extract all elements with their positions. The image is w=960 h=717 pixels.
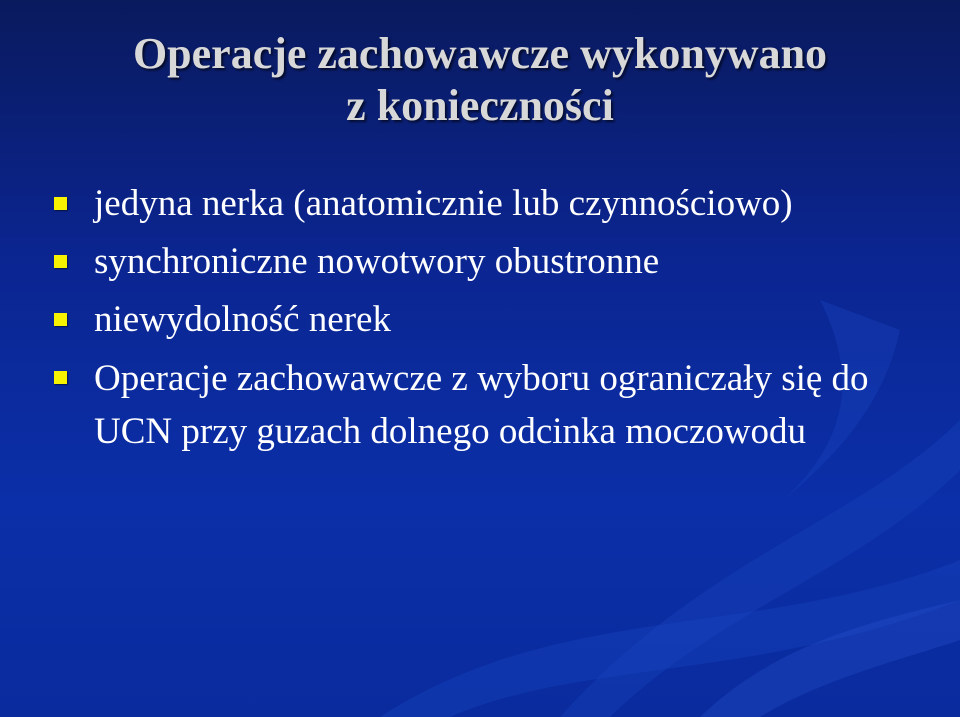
bullet-item	[54, 236, 934, 288]
title-line-2: z konieczności	[346, 81, 614, 130]
bullet-text: jedyna nerka (anatomicznie lub czynnościowo)	[94, 183, 793, 224]
square-bullet-icon	[54, 313, 67, 326]
bullet-item	[54, 352, 934, 458]
bullet-item	[54, 294, 934, 346]
title-line-1: Operacje zachowawcze wykonywano	[132, 29, 828, 78]
square-bullet-icon	[54, 255, 67, 268]
bullet-item	[54, 178, 934, 230]
bullet-text: synchroniczne nowotwory obustronne	[94, 241, 660, 282]
bullet-text: niewydolność nerek	[94, 299, 391, 340]
square-bullet-icon	[54, 197, 67, 210]
bullet-list	[54, 178, 934, 464]
square-bullet-icon	[54, 371, 67, 384]
slide-title	[30, 28, 930, 132]
bullet-text: Operacje zachowawcze z wyboru ograniczały się do UCN przy guzach dolnego odcinka moczowodu	[94, 358, 869, 452]
